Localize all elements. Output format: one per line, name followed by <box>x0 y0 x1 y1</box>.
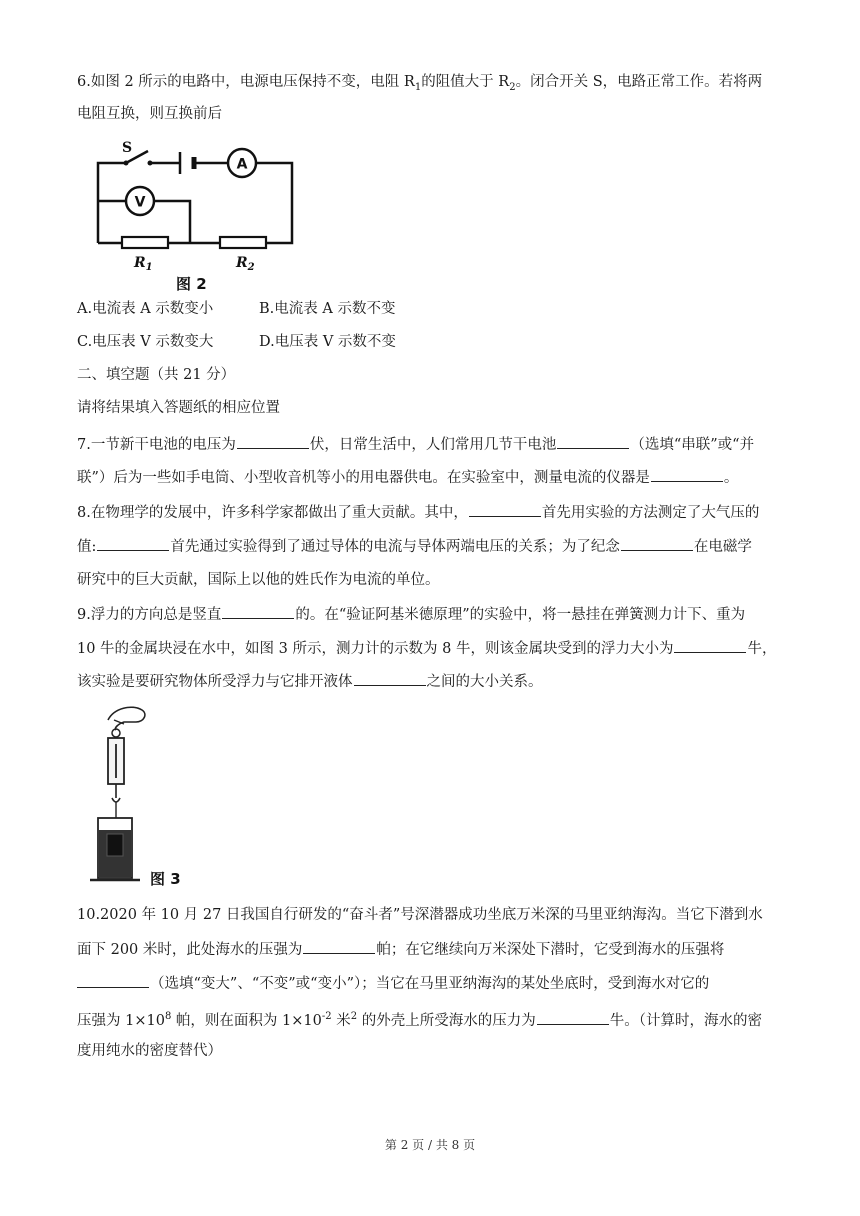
q10-line5: 度用纯水的密度替代） <box>77 1043 222 1059</box>
voltmeter-label: V <box>134 194 146 211</box>
q9-line3: 该实验是要研究物体所受浮力与它排开液体 之间的大小关系。 <box>77 671 543 692</box>
hand-icon <box>108 707 145 730</box>
r2-label: $R_2$ <box>236 255 255 273</box>
r1-label: $R_1$ <box>134 255 153 273</box>
q9-line1: 9.浮力的方向总是竖直 的。在“验证阿基米德原理”的实验中，将一悬挂在弹簧测力计下、重为 <box>77 604 745 625</box>
q10-line4: 压强为 $1\times 10^8$ 帕，则在面积为 $1\times 10^{-2}$ 米$^2$ 的外壳上所受海水的压力为 牛。（计算时，海水的密 <box>77 1011 762 1029</box>
q8-line3: 研究中的巨大贡献，国际上以他的姓氏作为电流的单位。 <box>77 572 440 588</box>
q10-line2: 面下 200 米时，此处海水的压强为 帕；在它继续向万米深处下潜时，它受到海水的压强将 <box>77 939 724 960</box>
switch-contact-left <box>124 161 129 166</box>
fig2-label: 图 2 <box>176 275 207 293</box>
page-footer: 第 2 页 / 共 8 页 <box>384 1138 476 1152</box>
resistor-r2 <box>220 237 266 248</box>
section-title: 二、填空题（共 21 分） <box>77 367 236 383</box>
q9-line2: 10 牛的金属块浸在水中，如图 3 所示，测力计的示数为 8 牛，则该金属块受到的浮力大小为 牛， <box>77 638 776 659</box>
fig3-label: 图 3 <box>150 870 181 888</box>
q10-line3: （选填“变大”、“不变”或“变小”）；当它在马里亚纳海沟的某处坐底时，受到海水对它的 <box>77 973 709 994</box>
q6-option-c: C.电压表 V 示数变大 <box>77 334 214 350</box>
q7-line2: 联”）后为一些如手电筒、小型收音机等小的用电器供电。在实验室中，测量电流的仪器是 。 <box>77 467 738 488</box>
q6-option-b: B.电流表 A 示数不变 <box>259 301 396 317</box>
q6-line1: 6.如图 2 所示的电路中，电源电压保持不变，电阻 $R_1$的阻值大于 $R_2$。闭合开关 S，电路正常工作。若将两 <box>77 74 763 93</box>
q6-option-d: D.电压表 V 示数不变 <box>259 334 396 350</box>
q10-line1: 10.2020 年 10 月 27 日我国自行研发的“奋斗者”号深潜器成功坐底万米深的马里亚纳海沟。当它下潜到水 <box>77 907 763 923</box>
spring-scale-diagram-fig3 <box>88 700 208 890</box>
ammeter-label: A <box>236 156 248 173</box>
metal-block <box>107 834 123 856</box>
q7-line1: 7.一节新干电池的电压为 伏，日常生活中，人们常用几节干电池 （选填“串联”或“并 <box>77 434 754 455</box>
circuit-diagram-fig2 <box>90 135 305 295</box>
q6-option-a: A.电流表 A 示数变小 <box>77 301 214 317</box>
q6-line2: 电阻互换，则互换前后 <box>77 106 222 122</box>
q8-line1: 8.在物理学的发展中，许多科学家都做出了重大贡献。其中， 首先用实验的方法测定了大气压的 <box>77 502 759 523</box>
resistor-r1 <box>122 237 168 248</box>
q8-line2: 值: 首先通过实验得到了通过导体的电流与导体两端电压的关系；为了纪念 在电磁学 <box>77 536 752 557</box>
section-instruction: 请将结果填入答题纸的相应位置 <box>77 400 280 416</box>
switch-contact-right <box>148 161 153 166</box>
switch-label: S <box>122 140 133 156</box>
